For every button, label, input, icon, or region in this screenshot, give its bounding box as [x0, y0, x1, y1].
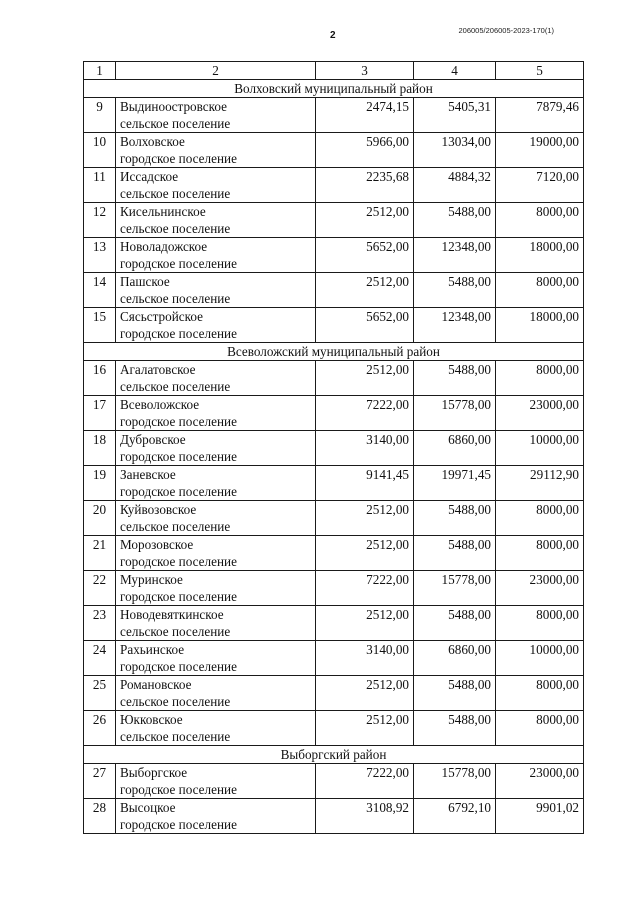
- settlement-name: Сясьстройское: [120, 309, 203, 324]
- settlement-name: Заневское: [120, 467, 176, 482]
- table-row: [84, 606, 584, 641]
- settlement-type: городское поселение: [120, 659, 237, 674]
- settlement-name: Морозовское: [120, 537, 194, 552]
- settlement-name-cell: [116, 98, 316, 133]
- settlement-type: городское поселение: [120, 326, 237, 341]
- settlement-name: Романовское: [120, 677, 192, 692]
- settlement-name: Пашское: [120, 274, 170, 289]
- column-5-value: 29112,90: [496, 466, 584, 501]
- table-row: [84, 799, 584, 834]
- row-number-cell: 27: [84, 764, 116, 799]
- settlement-name-cell: [116, 764, 316, 799]
- column-4-value: 15778,00: [414, 571, 496, 606]
- row-number-cell: 26: [84, 711, 116, 746]
- column-4-value: 12348,00: [414, 238, 496, 273]
- row-number-cell: 12: [84, 203, 116, 238]
- settlement-name: Волховское: [120, 134, 185, 149]
- column-4-value: 5488,00: [414, 536, 496, 571]
- column-3-value: 7222,00: [316, 764, 414, 799]
- settlement-name: Выборгское: [120, 765, 188, 780]
- column-4-value: 13034,00: [414, 133, 496, 168]
- column-3-value: 2512,00: [316, 501, 414, 536]
- column-3-value: 5652,00: [316, 238, 414, 273]
- row-number-cell: 10: [84, 133, 116, 168]
- column-5-value: 23000,00: [496, 396, 584, 431]
- column-5-value: 8000,00: [496, 273, 584, 308]
- column-3-value: 5652,00: [316, 308, 414, 343]
- column-4-value: 5488,00: [414, 606, 496, 641]
- district-title: Выборгский район: [84, 746, 584, 764]
- column-3-value: 2512,00: [316, 676, 414, 711]
- district-row: [84, 343, 584, 361]
- column-3-value: 2474,15: [316, 98, 414, 133]
- column-4-value: 5488,00: [414, 273, 496, 308]
- column-3-value: 2512,00: [316, 536, 414, 571]
- table-row: [84, 501, 584, 536]
- row-number-cell: 24: [84, 641, 116, 676]
- column-3-value: 7222,00: [316, 571, 414, 606]
- district-title: Всеволожский муниципальный район: [84, 343, 584, 361]
- row-number-cell: 9: [84, 98, 116, 133]
- settlement-name-cell: [116, 273, 316, 308]
- column-4-value: 12348,00: [414, 308, 496, 343]
- table-row: [84, 98, 584, 133]
- table-row: [84, 308, 584, 343]
- table-row: [84, 168, 584, 203]
- column-4-value: 6860,00: [414, 641, 496, 676]
- district-row: [84, 746, 584, 764]
- settlement-name-cell: [116, 606, 316, 641]
- settlement-name-cell: [116, 431, 316, 466]
- page-number: 2: [330, 30, 336, 41]
- row-number-cell: 17: [84, 396, 116, 431]
- column-4-value: 5488,00: [414, 501, 496, 536]
- column-header: 5: [496, 62, 584, 80]
- table-row: [84, 396, 584, 431]
- settlement-type: городское поселение: [120, 589, 237, 604]
- column-5-value: 8000,00: [496, 501, 584, 536]
- settlement-name-cell: [116, 133, 316, 168]
- column-4-value: 19971,45: [414, 466, 496, 501]
- column-3-value: 2512,00: [316, 203, 414, 238]
- settlement-type: городское поселение: [120, 151, 237, 166]
- table-row: [84, 764, 584, 799]
- row-number-cell: 13: [84, 238, 116, 273]
- column-5-value: 8000,00: [496, 536, 584, 571]
- column-header: 4: [414, 62, 496, 80]
- settlement-name: Куйвозовское: [120, 502, 197, 517]
- settlement-name: Кисельнинское: [120, 204, 206, 219]
- column-3-value: 2512,00: [316, 606, 414, 641]
- column-4-value: 5488,00: [414, 676, 496, 711]
- column-5-value: 8000,00: [496, 711, 584, 746]
- settlement-type: городское поселение: [120, 484, 237, 499]
- row-number-cell: 25: [84, 676, 116, 711]
- table-row: [84, 273, 584, 308]
- row-number-cell: 20: [84, 501, 116, 536]
- settlement-type: городское поселение: [120, 817, 237, 832]
- table-row: [84, 466, 584, 501]
- settlement-name: Дубровское: [120, 432, 186, 447]
- settlement-name-cell: [116, 711, 316, 746]
- settlement-name: Иссадское: [120, 169, 179, 184]
- column-5-value: 10000,00: [496, 431, 584, 466]
- settlement-name-cell: [116, 501, 316, 536]
- column-3-value: 2512,00: [316, 361, 414, 396]
- settlement-name: Муринское: [120, 572, 183, 587]
- settlement-type: сельское поселение: [120, 729, 231, 744]
- column-5-value: 8000,00: [496, 203, 584, 238]
- column-5-value: 18000,00: [496, 238, 584, 273]
- table-row: [84, 711, 584, 746]
- settlement-type: сельское поселение: [120, 116, 231, 131]
- column-5-value: 10000,00: [496, 641, 584, 676]
- settlement-name-cell: [116, 466, 316, 501]
- column-5-value: 8000,00: [496, 606, 584, 641]
- column-5-value: 8000,00: [496, 361, 584, 396]
- settlement-name-cell: [116, 641, 316, 676]
- table-row: [84, 571, 584, 606]
- column-3-value: 9141,45: [316, 466, 414, 501]
- column-4-value: 5488,00: [414, 203, 496, 238]
- table-row: [84, 238, 584, 273]
- column-5-value: 23000,00: [496, 764, 584, 799]
- allocation-table: [83, 61, 584, 834]
- settlement-type: сельское поселение: [120, 291, 231, 306]
- column-5-value: 8000,00: [496, 676, 584, 711]
- column-4-value: 5488,00: [414, 361, 496, 396]
- row-number-cell: 19: [84, 466, 116, 501]
- row-number-cell: 11: [84, 168, 116, 203]
- column-header: 1: [84, 62, 116, 80]
- settlement-name-cell: [116, 168, 316, 203]
- column-5-value: 23000,00: [496, 571, 584, 606]
- column-5-value: 7120,00: [496, 168, 584, 203]
- settlement-type: сельское поселение: [120, 221, 231, 236]
- settlement-name-cell: [116, 571, 316, 606]
- row-number-cell: 22: [84, 571, 116, 606]
- settlement-name-cell: [116, 203, 316, 238]
- row-number-cell: 16: [84, 361, 116, 396]
- settlement-name-cell: [116, 396, 316, 431]
- row-number-cell: 15: [84, 308, 116, 343]
- table-row: [84, 203, 584, 238]
- document-code: 206005/206005-2023-170(1): [458, 26, 554, 35]
- table-row: [84, 536, 584, 571]
- row-number-cell: 28: [84, 799, 116, 834]
- column-4-value: 5488,00: [414, 711, 496, 746]
- table-body: [84, 62, 584, 834]
- settlement-name-cell: [116, 536, 316, 571]
- column-3-value: 3140,00: [316, 641, 414, 676]
- column-5-value: 18000,00: [496, 308, 584, 343]
- settlement-name-cell: [116, 799, 316, 834]
- header-row: [84, 62, 584, 80]
- settlement-type: городское поселение: [120, 414, 237, 429]
- settlement-name: Новоладожское: [120, 239, 208, 254]
- settlement-type: сельское поселение: [120, 694, 231, 709]
- column-header: 2: [116, 62, 316, 80]
- row-number-cell: 18: [84, 431, 116, 466]
- column-5-value: 19000,00: [496, 133, 584, 168]
- settlement-name-cell: [116, 361, 316, 396]
- settlement-name: Выдинооcтровское: [120, 99, 227, 114]
- table-row: [84, 676, 584, 711]
- column-5-value: 7879,46: [496, 98, 584, 133]
- settlement-name: Юкковское: [120, 712, 183, 727]
- table-row: [84, 641, 584, 676]
- column-3-value: 5966,00: [316, 133, 414, 168]
- column-3-value: 3108,92: [316, 799, 414, 834]
- column-4-value: 15778,00: [414, 396, 496, 431]
- settlement-name: Рахьинское: [120, 642, 185, 657]
- column-3-value: 3140,00: [316, 431, 414, 466]
- settlement-name-cell: [116, 308, 316, 343]
- column-4-value: 15778,00: [414, 764, 496, 799]
- settlement-type: городское поселение: [120, 554, 237, 569]
- settlement-type: сельское поселение: [120, 624, 231, 639]
- table-row: [84, 361, 584, 396]
- district-row: [84, 80, 584, 98]
- row-number-cell: 21: [84, 536, 116, 571]
- column-5-value: 9901,02: [496, 799, 584, 834]
- settlement-type: сельское поселение: [120, 379, 231, 394]
- settlement-type: сельское поселение: [120, 186, 231, 201]
- table-row: [84, 133, 584, 168]
- settlement-name: Всеволожское: [120, 397, 200, 412]
- row-number-cell: 23: [84, 606, 116, 641]
- district-title: Волховский муниципальный район: [84, 80, 584, 98]
- settlement-type: городское поселение: [120, 449, 237, 464]
- column-4-value: 6792,10: [414, 799, 496, 834]
- settlement-type: сельское поселение: [120, 519, 231, 534]
- column-header: 3: [316, 62, 414, 80]
- column-3-value: 2512,00: [316, 711, 414, 746]
- column-3-value: 7222,00: [316, 396, 414, 431]
- settlement-name: Высоцкое: [120, 800, 176, 815]
- row-number-cell: 14: [84, 273, 116, 308]
- column-4-value: 5405,31: [414, 98, 496, 133]
- settlement-type: городское поселение: [120, 782, 237, 797]
- column-3-value: 2235,68: [316, 168, 414, 203]
- column-4-value: 6860,00: [414, 431, 496, 466]
- settlement-name: Агалатовское: [120, 362, 196, 377]
- table-row: [84, 431, 584, 466]
- settlement-name-cell: [116, 238, 316, 273]
- column-4-value: 4884,32: [414, 168, 496, 203]
- settlement-name-cell: [116, 676, 316, 711]
- settlement-name: Новодевяткинское: [120, 607, 224, 622]
- settlement-type: городское поселение: [120, 256, 237, 271]
- column-3-value: 2512,00: [316, 273, 414, 308]
